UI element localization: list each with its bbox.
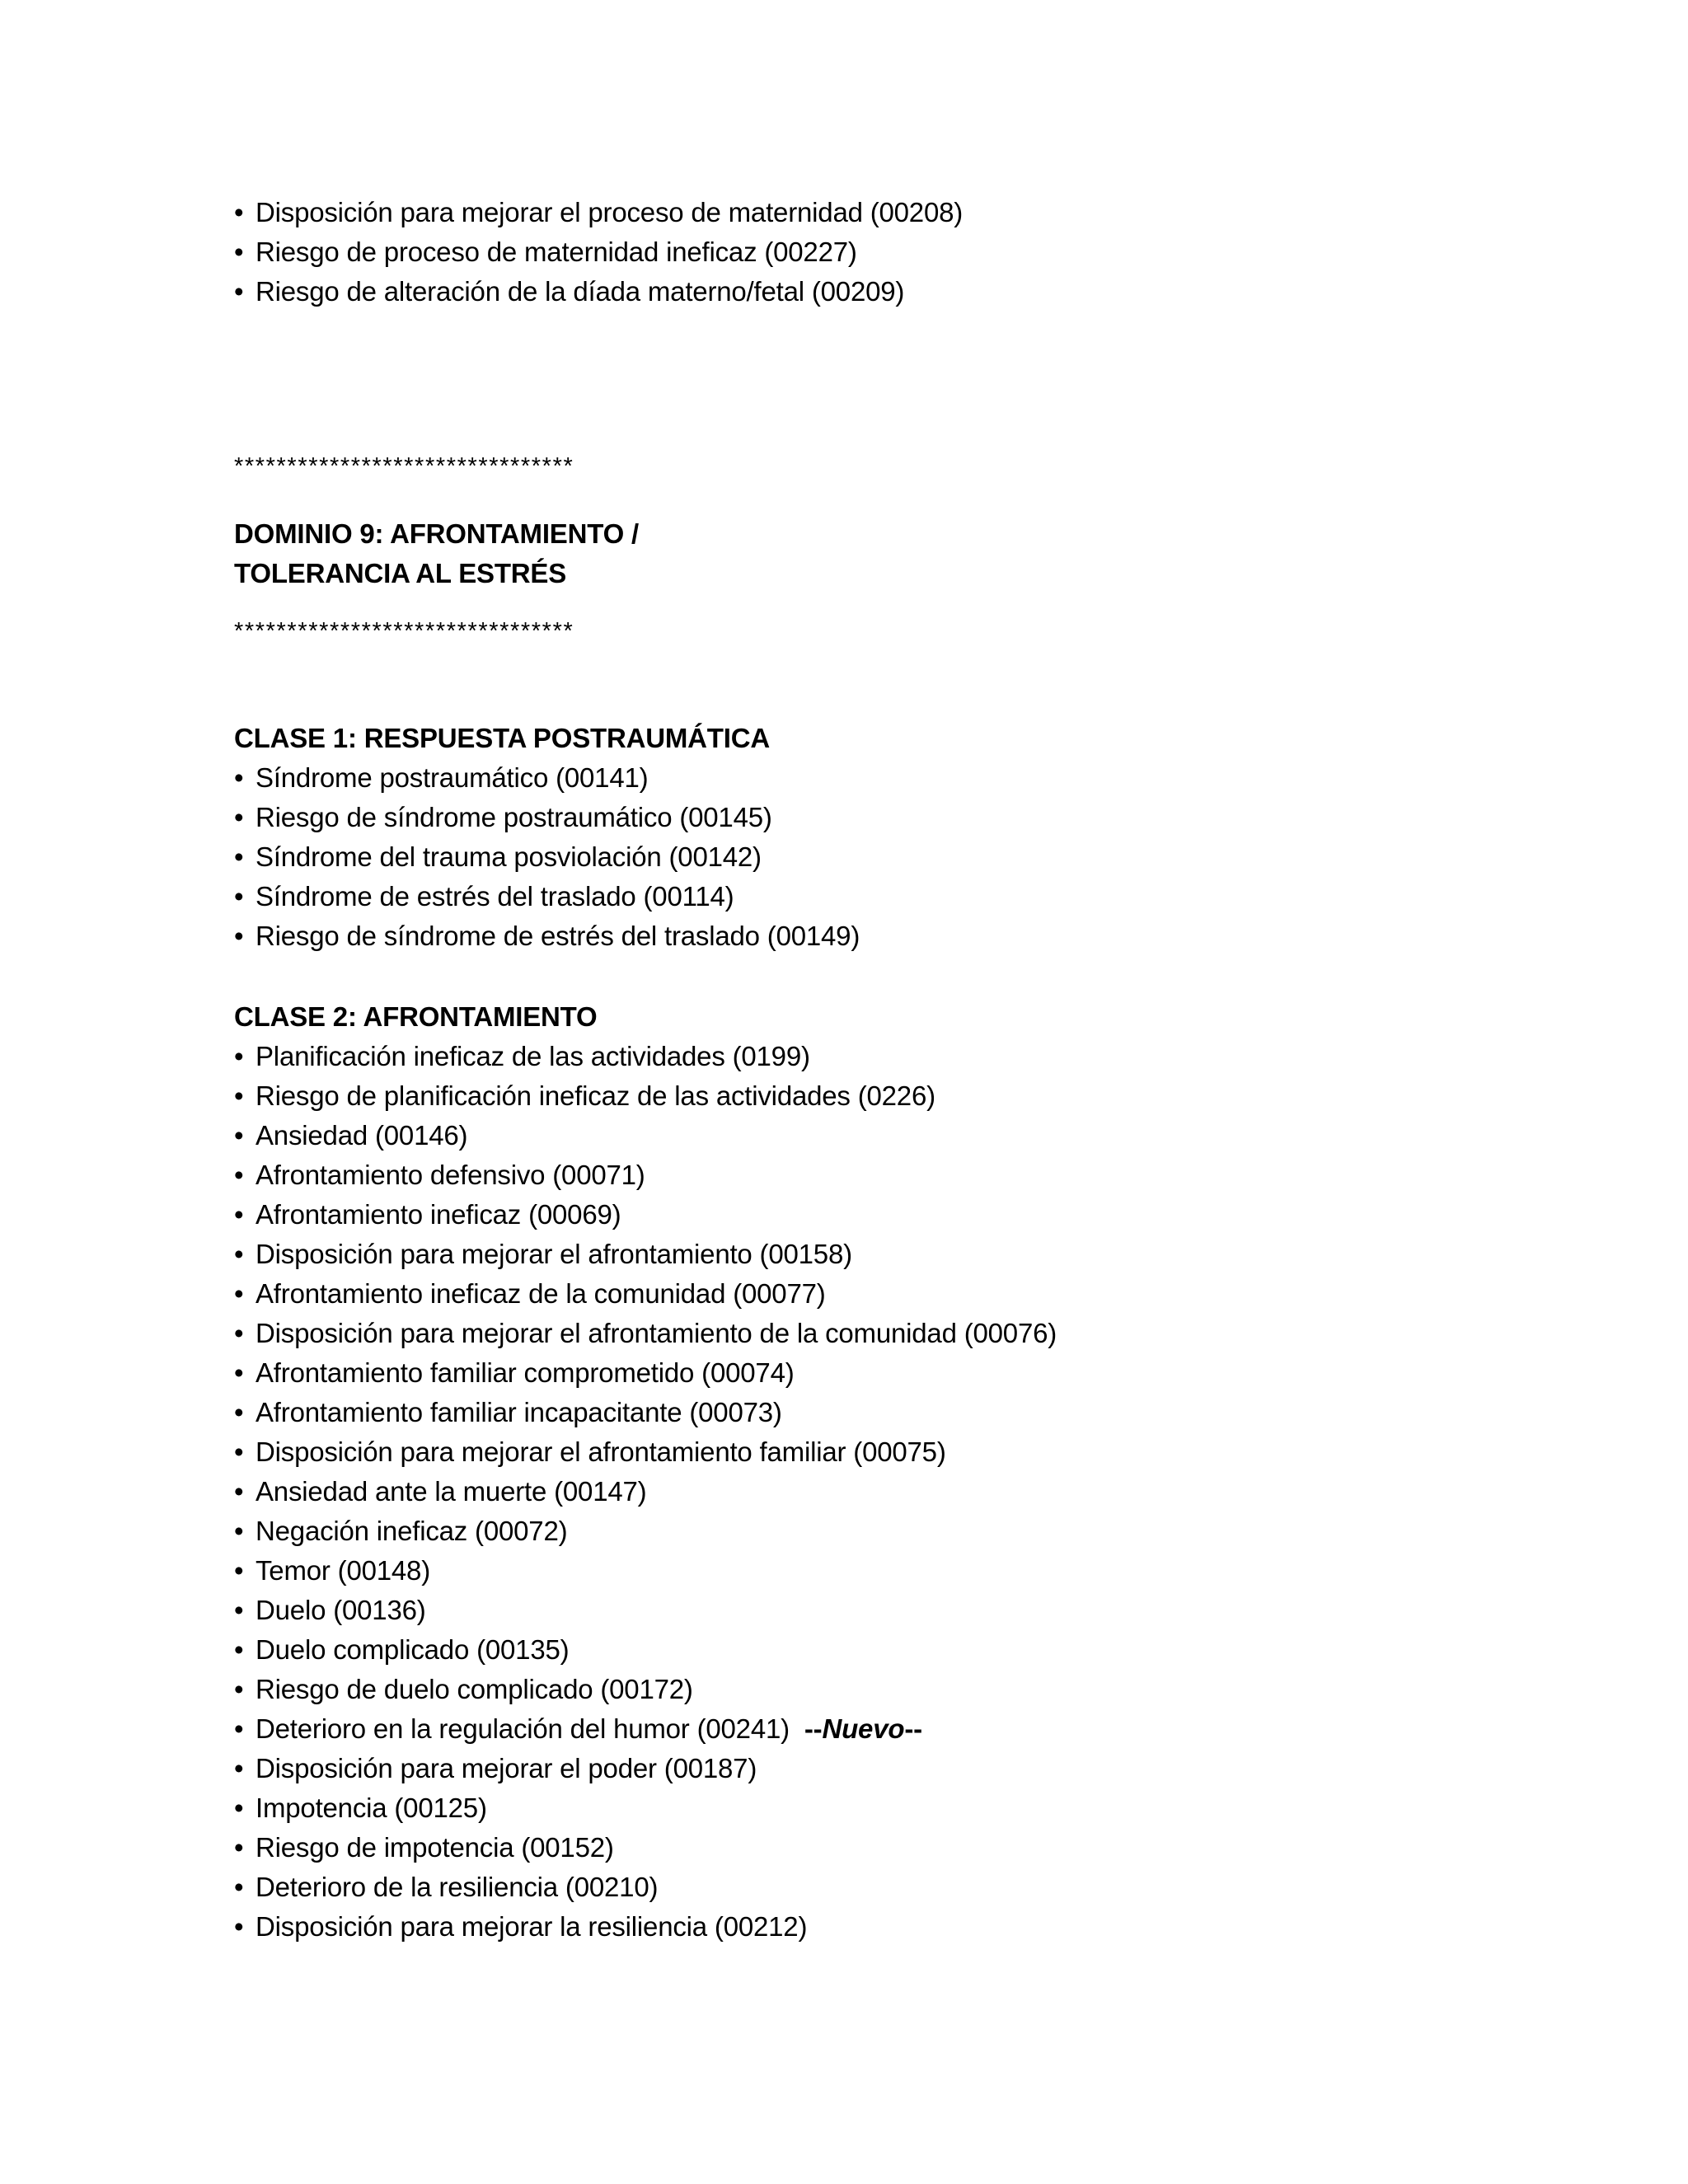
list-item: • Disposición para mejorar el afrontamiento de la comunidad (00076) xyxy=(234,1314,1569,1353)
list-item: • Riesgo de duelo complicado (00172) xyxy=(234,1670,1569,1709)
bullet-icon: • xyxy=(234,1674,244,1704)
list-item: • Riesgo de síndrome postraumático (00145) xyxy=(234,798,1569,837)
list-item: • Disposición para mejorar el poder (00187) xyxy=(234,1749,1569,1788)
bullet-icon: • xyxy=(234,1476,244,1507)
bullet-icon: • xyxy=(234,1793,244,1823)
bullet-icon: • xyxy=(234,1239,244,1269)
bullet-icon: • xyxy=(234,841,244,872)
list-item: • Riesgo de impotencia (00152) xyxy=(234,1828,1569,1868)
list-item: • Duelo (00136) xyxy=(234,1591,1569,1630)
bullet-icon: • xyxy=(234,1080,244,1111)
separator-top: ******************************** xyxy=(234,453,574,480)
bullet-icon: • xyxy=(234,1397,244,1427)
bullet-icon: • xyxy=(234,1872,244,1902)
bullet-icon: • xyxy=(234,1160,244,1190)
list-item: • Afrontamiento defensivo (00071) xyxy=(234,1155,1569,1195)
bullet-icon: • xyxy=(234,1911,244,1942)
bullet-icon: • xyxy=(234,1595,244,1625)
domain-title-line1: DOMINIO 9: AFRONTAMIENTO / xyxy=(234,518,640,549)
bullet-icon: • xyxy=(234,1555,244,1586)
list-item: • Disposición para mejorar el afrontamiento (00158) xyxy=(234,1235,1569,1274)
list-item: • Temor (00148) xyxy=(234,1551,1569,1591)
list-item: • Afrontamiento ineficaz de la comunidad (00077) xyxy=(234,1274,1569,1314)
bullet-icon: • xyxy=(234,881,244,912)
class2-section xyxy=(234,997,1569,1947)
bullet-icon: • xyxy=(234,276,244,307)
bullet-icon: • xyxy=(234,1436,244,1467)
list-item: • Riesgo de alteración de la díada materno/fetal (00209) xyxy=(234,272,1569,312)
list-item: • Síndrome del trauma posviolación (00142) xyxy=(234,837,1569,877)
separator-bottom: ******************************** xyxy=(234,618,574,644)
list-item: • Ansiedad ante la muerte (00147) xyxy=(234,1472,1569,1511)
list-item: • Impotencia (00125) xyxy=(234,1788,1569,1828)
class2-title: CLASE 2: AFRONTAMIENTO xyxy=(234,1001,598,1032)
bullet-icon: • xyxy=(234,762,244,793)
bullet-icon: • xyxy=(234,197,244,227)
domain-title-line2: TOLERANCIA AL ESTRÉS xyxy=(234,558,567,588)
list-item: • Disposición para mejorar la resiliencia (00212) xyxy=(234,1907,1569,1947)
class1-section xyxy=(234,719,1569,956)
bullet-icon: • xyxy=(234,1318,244,1348)
domain-heading xyxy=(234,514,1569,593)
list-item: • Planificación ineficaz de las actividades (0199) xyxy=(234,1037,1569,1076)
list-item: • Deterioro de la resiliencia (00210) xyxy=(234,1868,1569,1907)
bullet-icon: • xyxy=(234,1041,244,1071)
list-item-new: • Deterioro en la regulación del humor (00241) --Nuevo-- xyxy=(234,1709,1569,1749)
list-item: • Riesgo de planificación ineficaz de las actividades (0226) xyxy=(234,1076,1569,1116)
list-item: • Afrontamiento ineficaz (00069) xyxy=(234,1195,1569,1235)
list-item: • Riesgo de proceso de maternidad ineficaz (00227) xyxy=(234,232,1569,272)
bullet-icon: • xyxy=(234,1516,244,1546)
class1-title: CLASE 1: RESPUESTA POSTRAUMÁTICA xyxy=(234,723,770,753)
list-item: • Negación ineficaz (00072) xyxy=(234,1511,1569,1551)
list-item: • Ansiedad (00146) xyxy=(234,1116,1569,1155)
bullet-icon: • xyxy=(234,802,244,832)
list-item: • Síndrome postraumático (00141) xyxy=(234,758,1569,798)
list-item: • Riesgo de síndrome de estrés del traslado (00149) xyxy=(234,916,1569,956)
bullet-icon: • xyxy=(234,1634,244,1665)
bullet-icon: • xyxy=(234,237,244,267)
new-badge: --Nuevo-- xyxy=(804,1713,922,1744)
bullet-icon: • xyxy=(234,1357,244,1388)
list-item: • Afrontamiento familiar incapacitante (00073) xyxy=(234,1393,1569,1432)
bullet-icon: • xyxy=(234,1753,244,1783)
intro-list xyxy=(234,193,1569,312)
bullet-icon: • xyxy=(234,1278,244,1309)
list-item: • Síndrome de estrés del traslado (00114) xyxy=(234,877,1569,916)
bullet-icon: • xyxy=(234,1713,244,1744)
list-item: • Afrontamiento familiar comprometido (00074) xyxy=(234,1353,1569,1393)
list-item: • Disposición para mejorar el afrontamiento familiar (00075) xyxy=(234,1432,1569,1472)
bullet-icon: • xyxy=(234,1832,244,1863)
bullet-icon: • xyxy=(234,921,244,951)
document-page xyxy=(234,0,1569,2184)
list-item: • Disposición para mejorar el proceso de maternidad (00208) xyxy=(234,193,1569,232)
list-item: • Duelo complicado (00135) xyxy=(234,1630,1569,1670)
bullet-icon: • xyxy=(234,1120,244,1151)
bullet-icon: • xyxy=(234,1199,244,1230)
